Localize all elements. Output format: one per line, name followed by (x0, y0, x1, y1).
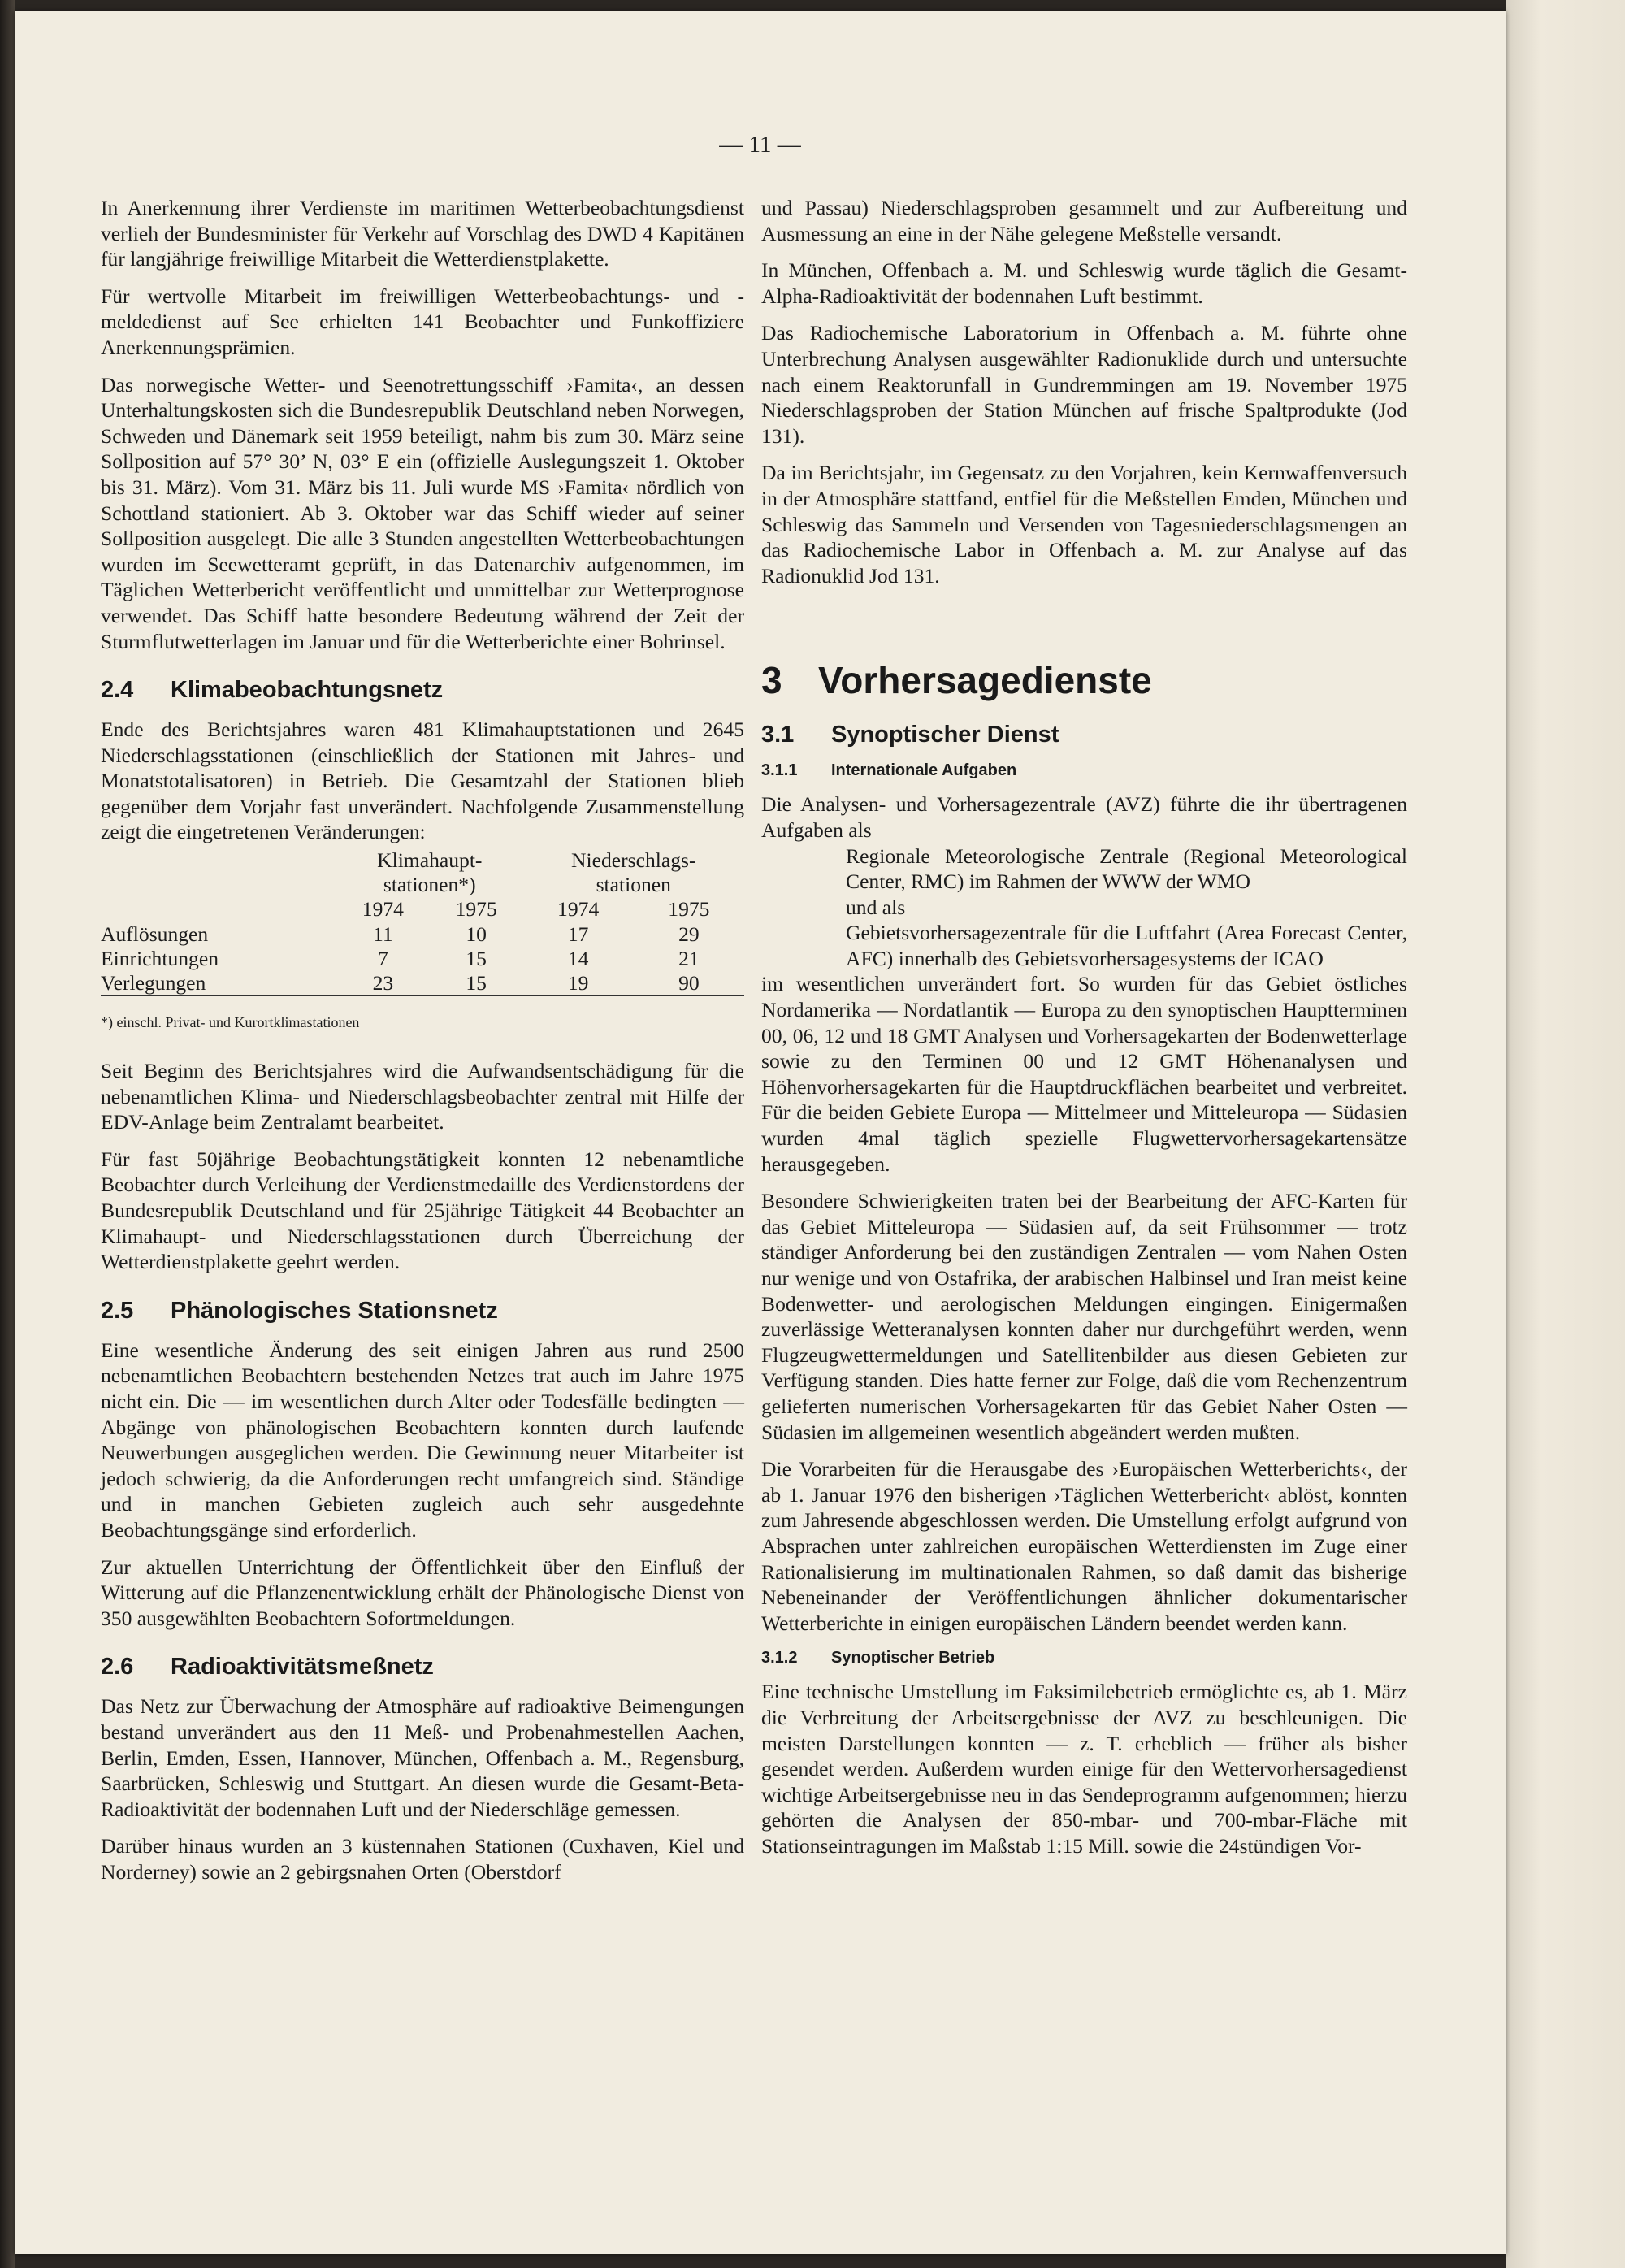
table-cell: 15 (466, 947, 487, 971)
section-number: 2.6 (101, 1654, 134, 1680)
page (15, 11, 1506, 2254)
paragraph: Das Radiochemische Laboratorium in Offenbach a. M. führte ohne Unterbrechung Analysen ausgewählter Radionuklide durch und untersuchte nach einem Reaktorunfall in Gundremmingen am 19. November 1975 Niederschlagsproben der Station München auf frische Spaltprodukte (Jod 131). (761, 321, 1407, 448)
section-heading-2-4 (101, 677, 744, 704)
table-row (101, 922, 744, 948)
paragraph: und Passau) Niederschlagsproben gesammelt und zur Aufbereitung und Ausmessung an eine in der Nähe gelegene Meßstelle versandt. (761, 196, 1407, 245)
table-cell: 17 (567, 922, 589, 947)
subsection-heading-3-1-2 (761, 1649, 1407, 1667)
paragraph: Zur aktuellen Unterrichtung der Öffentlichkeit über den Einfluß der Witterung auf die Pflanzenentwicklung erhält der Phänologische Dienst von 350 ausgewählten Beobachtern Sofortmeldungen. (101, 1555, 744, 1630)
section-heading-3-1 (761, 722, 1407, 748)
table-cell: 14 (567, 947, 589, 971)
paragraph: Besondere Schwierigkeiten traten bei der Bearbeitung der AFC-Karten für das Gebiet Mitteleuropa — Südasien auf, da seit Frühsommer — trotz ständiger Anforderung bei den zuständigen Zentralen — vom Nahen Osten nur wenige und von Ostafrika, der arabischen Halbinsel und Iran meist keine Bodenwetter- und aerologischen Meldungen eingingen. Einigermaßen zuverlässige Wetteranalysen konnten daher nur durchgeführt werden, wenn Flugzeugwettermeldungen und Satellitenbilder aus diesen Gebieten zur Verfügung standen. Dies hatte ferner zur Folge, daß die vom Rechenzentrum gelieferten numerischen Vorhersagekarten für das Gebiet Naher Osten — Südasien im allgemeinen wesentlich abgeändert werden mußten. (761, 1189, 1407, 1444)
section-number: 2.4 (101, 677, 134, 704)
paragraph: In Anerkennung ihrer Verdienste im maritimen Wetterbeobachtungsdienst verlieh der Bundesminister für Verkehr auf Vorschlag des DWD 4 Kapitänen für langjährige freiwillige Mitarbeit die Wetterdienstplakette. (101, 196, 744, 271)
table-cell: 11 (373, 922, 393, 947)
left-column (101, 195, 744, 1897)
subsection-number: 3.1.2 (761, 1649, 798, 1667)
paragraph: Ende des Berichtsjahres waren 481 Klimahauptstationen und 2645 Niederschlagsstationen (einschließlich der Stationen mit Jahres- und Monatstotalisatoren) in Betrieb. Die Gesamtzahl der Stationen blieb gegenüber dem Vorjahr fast unverändert. Nachfolgende Zusammenstellung zeigt die eingetretenen Veränderungen: (101, 718, 744, 844)
table-cell: 10 (466, 922, 487, 947)
indented-connector: und als (846, 895, 906, 919)
row-label: Einrichtungen (101, 947, 219, 971)
column-group-header: Klimahaupt- (377, 848, 483, 873)
paragraph: Das norwegische Wetter- und Seenotrettungsschiff ›Famita‹, an dessen Unterhaltungskosten sich die Bundesrepublik Deutschland neben Norwegen, Schweden und Dänemark seit 1959 beteiligt, nahm bis zum 30. März seine Sollposition auf 57° 30’ N, 03° E ein (offizielle Auslegungszeit 1. Oktober bis 31. März). Vom 31. März bis 11. Juli wurde MS ›Famita‹ nördlich von Schottland stationiert. Ab 3. Oktober war das Schiff wieder auf seiner Sollposition ausgelegt. Die alle 3 Stunden angestellten Wetterbeobachtungen wurden im Seewetteramt geprüft, in das Datenarchiv aufgenommen, im Täglichen Wetterbericht veröffentlicht und unmittelbar zur Wetterprognose verwendet. Das Schiff hatte besondere Bedeutung während der Zeit der Sturmflutwetterlagen im Januar und für die Wetterberichte einer Bohrinsel. (101, 372, 744, 653)
indented-item: Gebietsvorhersagezentrale für die Luftfahrt (Area Forecast Center, AFC) innerhalb des Gebietsvorhersagesystems der ICAO (846, 921, 1407, 970)
paragraph: Eine technische Umstellung im Faksimilebetrieb ermöglichte es, ab 1. März die Verbreitung der Arbeitsergebnisse der AVZ zu beschleunigen. Die meisten Darstellungen konnten — z. T. erheblich — früher als bisher gesendet werden. Außerdem wurden einige für den Wettervorhersagedienst wichtige Arbeitsergebnisse neu in das Sendeprogramm aufgenommen; hierzu gehörten die Analysen der 850-mbar- und 700-mbar-Fläche mit Stationseintragungen im Maßstab 1:15 Mill. sowie die 24stündigen Vor- (761, 1680, 1407, 1858)
chapter-number: 3 (761, 659, 782, 702)
section-number: 3.1 (761, 722, 795, 748)
section-title: Phänologisches Stationsnetz (171, 1297, 498, 1324)
section-heading-2-6 (101, 1654, 744, 1680)
paragraph: Da im Berichtsjahr, im Gegensatz zu den Vorjahren, kein Kernwaffenversuch in der Atmosphäre stattfand, entfiel für die Meßstellen Emden, München und Schleswig das Sammeln und Versenden von Tagesniederschlagsmengen an das Radiochemische Labor in Offenbach a. M. zur Analyse auf das Radionuklid Jod 131. (761, 461, 1407, 588)
table-row (101, 971, 744, 996)
paragraph: Eine wesentliche Änderung des seit einigen Jahren aus rund 2500 nebenamtlichen Beobachtern bestehenden Netzes trat auch im Jahre 1975 nicht ein. Die — im wesentlichen durch Alter oder Todesfälle bedingten — Abgänge von phänologischen Beobachtern konnten durch laufende Neuwerbungen ausgeglichen werden. Die Gewinnung neuer Mitarbeiter ist jedoch schwierig, da die Anforderungen recht umfangreich sind. Ständige und in manchen Gebieten zugleich auch sehr ausgedehnte Beobachtungsgänge sind erforderlich. (101, 1338, 744, 1542)
table-cell: 29 (678, 922, 700, 947)
subsection-title: Internationale Aufgaben (831, 761, 1017, 780)
section-title: Radioaktivitätsmeßnetz (171, 1654, 434, 1680)
chapter-heading-3 (761, 658, 1407, 702)
station-changes-table (101, 848, 744, 996)
table-cell: 21 (678, 947, 700, 971)
row-label: Verlegungen (101, 971, 206, 995)
column-group-header: stationen (596, 873, 671, 897)
paragraph: im wesentlichen unverändert fort. So wurden für das Gebiet östliches Nordamerika — Nordatlantik — Europa zu den synoptischen Hauptterminen 00, 06, 12 und 18 GMT Analysen und Vorhersagekarten der Bodenwetterlage sowie zu den Terminen 00 und 12 GMT Höhenanalysen und Höhenvorhersagekarten für die Hauptdruckflächen bearbeitet und verbreitet. Für die beiden Gebiete Europa — Mittelmeer und Mitteleuropa — Südasien wurden 4mal täglich spezielle Flugwettervorhersagekartensätze herausgegeben. (761, 972, 1407, 1176)
page-number: — 11 — (719, 132, 801, 158)
chapter-title: Vorhersagedienste (818, 659, 1152, 702)
section-number: 2.5 (101, 1297, 134, 1324)
table-cell: 90 (678, 971, 700, 995)
paragraph: Darüber hinaus wurden an 3 küstennahen Stationen (Cuxhaven, Kiel und Norderney) sowie an 2 gebirgsnahen Orten (Oberstdorf (101, 1834, 744, 1884)
next-page-edge (1506, 0, 1625, 2268)
table-cell: 7 (377, 947, 388, 971)
paragraph: Das Netz zur Überwachung der Atmosphäre auf radioaktive Beimengungen bestand unverändert aus den 11 Meß- und Probenahmestellen Aachen, Berlin, Emden, Essen, Hannover, München, Offenbach a. M., Regensburg, Saarbrücken, Schleswig und Stuttgart. An diesen wurde die Gesamt-Beta-Radioaktivität der bodennahen Luft und der Niederschläge gemessen. (101, 1694, 744, 1821)
year-header: 1975 (634, 897, 744, 922)
paragraph: Die Vorarbeiten für die Herausgabe des ›Europäischen Wetterberichts‹, der ab 1. Januar 1976 den bisherigen ›Täglichen Wetterbericht‹ ablöst, konnten zum Jahresende abgeschlossen werden. Die Umstellung erfolgt aufgrund von Absprachen unter zahlreichen europäischen Wetterdiensten im Zuge einer Rationalisierung im multinationalen Rahmen, so daß damit das bisherige Nebeneinander der Veröffentlichungen ähnlicher dokumentarischer Wetterberichte in einigen europäischen Ländern beendet werden kann. (761, 1457, 1407, 1635)
table-cell: 15 (466, 971, 487, 995)
year-header: 1974 (336, 897, 430, 922)
paragraph: Für fast 50jährige Beobachtungstätigkeit konnten 12 nebenamtliche Beobachter durch Verleihung der Verdienstmedaille des Verdienstordens der Bundesrepublik Deutschland und für 25jährige Tätigkeit 44 Beobachter an Klimahaupt- und Niederschlagsstationen durch Überreichung der Wetterdienstplakette geehrt werden. (101, 1147, 744, 1274)
indented-item: Regionale Meteorologische Zentrale (Regional Meteorological Center, RMC) im Rahmen der WWW der WMO (846, 843, 1407, 894)
column-group-header: stationen*) (383, 873, 476, 897)
year-header: 1975 (430, 897, 523, 922)
paragraph: Die Analysen- und Vorhersagezentrale (AVZ) führte die ihr übertragenen Aufgaben als (761, 792, 1407, 842)
table-cell: 19 (567, 971, 589, 995)
subsection-title: Synoptischer Betrieb (831, 1649, 995, 1667)
section-title: Synoptischer Dienst (831, 722, 1060, 748)
section-heading-2-5 (101, 1298, 744, 1325)
table-cell: 23 (372, 971, 394, 995)
table-row (101, 947, 744, 971)
section-title: Klimabeobachtungsnetz (171, 677, 444, 704)
year-header: 1974 (523, 897, 634, 922)
row-label: Auflösungen (101, 922, 209, 947)
right-column (761, 195, 1407, 1870)
footnote: *) einschl. Privat- und Kurortklimastationen (101, 1014, 360, 1031)
column-group-header: Niederschlags- (571, 848, 696, 873)
subsection-heading-3-1-1 (761, 761, 1407, 780)
book-gutter (0, 0, 15, 2268)
paragraph: Seit Beginn des Berichtsjahres wird die Aufwandsentschädigung für die nebenamtlichen Klima- und Niederschlagsbeobachter zentral mit Hilfe der EDV-Anlage beim Zentralamt bearbeitet. (101, 1059, 744, 1134)
subsection-number: 3.1.1 (761, 761, 798, 780)
paragraph: Für wertvolle Mitarbeit im freiwilligen Wetterbeobachtungs- und -meldedienst auf See erhielten 141 Beobachter und Funkoffiziere Anerkennungsprämien. (101, 284, 744, 359)
paragraph: In München, Offenbach a. M. und Schleswig wurde täglich die Gesamt-Alpha-Radioaktivität der bodennahen Luft bestimmt. (761, 258, 1407, 308)
